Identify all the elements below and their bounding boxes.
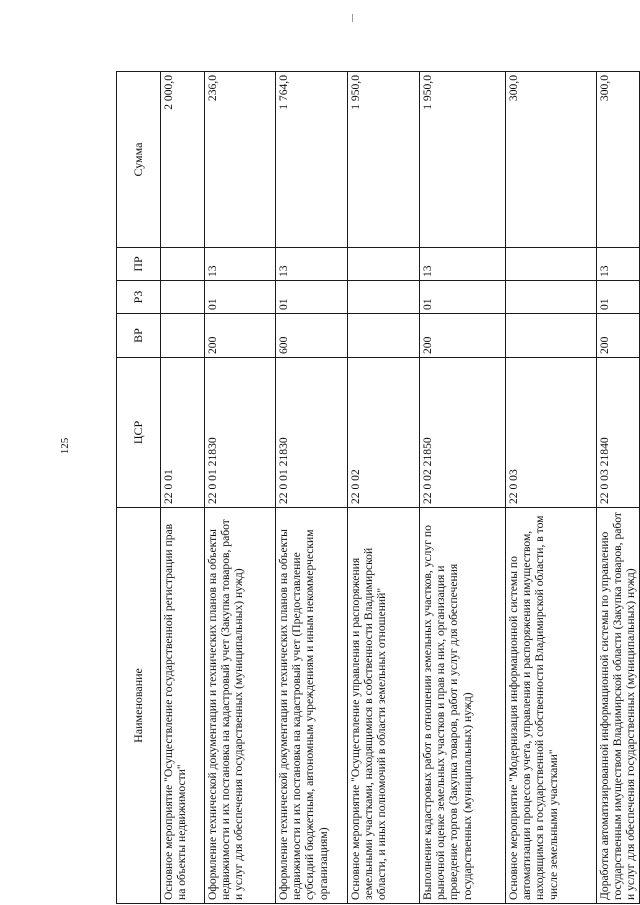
cell-sum: 236,0	[205, 72, 276, 248]
header-name: Наименование	[117, 508, 161, 904]
cell-csr: 22 0 02	[348, 358, 420, 508]
cell-vr: 600	[276, 314, 348, 358]
header-csr: ЦСР	[117, 358, 161, 508]
cell-vr: 200	[597, 314, 640, 358]
cell-rz: 01	[420, 281, 506, 314]
cell-sum: 2 000,0	[161, 72, 205, 248]
cell-rz: 01	[276, 281, 348, 314]
cell-vr: 200	[205, 314, 276, 358]
cell-sum: 300,0	[506, 72, 597, 248]
table-row	[506, 72, 597, 904]
cell-name: Основное мероприятие "Осуществление управления и распоряжения земельными участками, находящимися в собственности Владимирской области, и иных полномочий в области земельных отношений"	[348, 508, 420, 904]
cell-pr	[348, 248, 420, 281]
cell-rz: 01	[597, 281, 640, 314]
cell-rz	[348, 281, 420, 314]
table-row	[276, 72, 348, 904]
table-header-row	[117, 72, 161, 904]
scan-mark	[352, 14, 353, 22]
cell-rz: 01	[205, 281, 276, 314]
cell-pr: 13	[276, 248, 348, 281]
page-number: 125	[59, 437, 71, 455]
cell-name: Основное мероприятие "Осуществление государственной регистрации прав на объекты недвижимости"	[161, 508, 205, 904]
cell-sum: 300,0	[597, 72, 640, 248]
cell-sum: 1 950,0	[348, 72, 420, 248]
header-vr: ВР	[117, 314, 161, 358]
table-frame	[116, 72, 638, 904]
cell-name: Основное мероприятие "Модернизация информационной системы по автоматизации процессов учета, управления и распоряжения имуществом, находящимся в государственной собственности Владимирской области, в том числе земельными участками"	[506, 508, 597, 904]
table-row	[348, 72, 420, 904]
table-row	[205, 72, 276, 904]
cell-name: Оформление технической документации и технических планов на объекты недвижимости и их постановка на кадастровый учет (Предоставление субсидий бюджетным, автономным учреждениям и иным некоммерческим организациям)	[276, 508, 348, 904]
cell-vr	[506, 314, 597, 358]
cell-csr: 22 0 03	[506, 358, 597, 508]
cell-pr: 13	[420, 248, 506, 281]
cell-name: Оформление технической документации и технических планов на объекты недвижимости и их постановка на кадастровый учет (Закупка товаров, работ и услуг для обеспечения государственных (муниципальных) нужд)	[205, 508, 276, 904]
cell-pr	[161, 248, 205, 281]
cell-csr: 22 0 01	[161, 358, 205, 508]
cell-rz	[506, 281, 597, 314]
header-pr: ПР	[117, 248, 161, 281]
cell-csr: 22 0 03 21840	[597, 358, 640, 508]
header-sum: Сумма	[117, 72, 161, 248]
cell-name: Выполнение кадастровых работ в отношении земельных участков, услуг по рыночной оценке земельных участков и прав на них, организация и проведение торгов (Закупка товаров, работ и услуг для обеспечения государственных (муниципальных) нужд)	[420, 508, 506, 904]
cell-vr	[348, 314, 420, 358]
header-rz: РЗ	[117, 281, 161, 314]
table-row	[597, 72, 640, 904]
cell-vr: 200	[420, 314, 506, 358]
cell-csr: 22 0 01 21830	[205, 358, 276, 508]
cell-vr	[161, 314, 205, 358]
cell-pr	[506, 248, 597, 281]
cell-rz	[161, 281, 205, 314]
cell-sum: 1 764,0	[276, 72, 348, 248]
cell-pr: 13	[597, 248, 640, 281]
budget-table	[116, 71, 640, 904]
cell-name: Доработка автоматизированной информационной системы по управлению государственным имуществом Владимирской области (Закупка товаров, работ и услуг для обеспечения государственных (муниципальных) нужд)	[597, 508, 640, 904]
cell-csr: 22 0 01 21830	[276, 358, 348, 508]
table-row	[161, 72, 205, 904]
cell-csr: 22 0 02 21850	[420, 358, 506, 508]
table-row	[420, 72, 506, 904]
cell-pr: 13	[205, 248, 276, 281]
cell-sum: 1 950,0	[420, 72, 506, 248]
